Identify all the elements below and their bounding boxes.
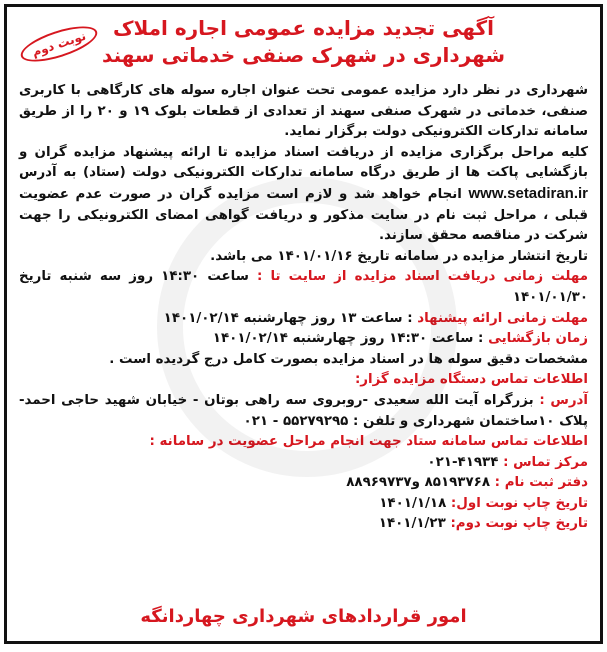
offer-deadline-value: : ساعت ۱۳ روز چهارشنبه ۱۴۰۱/۰۲/۱۴ [163, 310, 413, 326]
tender-notice [4, 4, 603, 644]
publish-date-line: تاریخ انتشار مزایده در سامانه تاریخ ۱۴۰۱/۰۱/۱۶ می باشد. [210, 248, 588, 264]
round-stamp: نوبت دوم [17, 19, 101, 68]
notice-title-line2: شهرداری در شهرک صنفی خدماتی سهند [102, 43, 505, 67]
notice-body [19, 81, 588, 535]
first-print-value: ۱۴۰۱/۱/۱۸ [379, 495, 447, 511]
opening-time-line [19, 329, 588, 350]
docs-deadline-label: مهلت زمانی دریافت اسناد مزایده از سایت تا : [257, 269, 588, 285]
second-print-value: ۱۴۰۱/۱/۲۳ [378, 516, 446, 532]
registry-label: دفتر ثبت نام : [494, 475, 588, 491]
offer-deadline-line [19, 309, 588, 330]
procedure-paragraph [19, 143, 588, 247]
contact-org-heading: اطلاعات تماس دستگاه مزایده گزار: [354, 372, 588, 388]
second-print-line [19, 514, 588, 535]
offer-deadline-label: مهلت زمانی ارائه پیشنهاد [417, 310, 588, 326]
specs-line: مشخصات دقیق سوله ها در اسناد مزایده بصورت کامل درج گردیده است . [109, 351, 588, 367]
address-value: بزرگراه آیت الله سعیدی -روبروی سه راهی بوتان - خیابان شهید حاجی احمد-پلاک ۱۰ساختمان شهرداری و تلفن : ۵۵۲۷۹۲۹۵ - ۰۲۱ [19, 392, 588, 429]
opening-time-label: زمان بازگشایی [488, 331, 588, 347]
registry-value: ۸۵۱۹۳۷۶۸ و۸۸۹۶۹۷۳۷ [346, 475, 490, 491]
address-label: آدرس : [539, 392, 588, 408]
first-print-label: تاریخ چاپ نوبت اول: [450, 495, 588, 511]
docs-deadline-value: ساعت ۱۴:۳۰ روز سه شنبه تاریخ ۱۴۰۱/۰۱/۳۰ [19, 269, 588, 305]
first-print-line [19, 494, 588, 515]
setad-contact-heading: اطلاعات تماس سامانه ستاد جهت انجام مراحل عضویت در سامانه : [149, 434, 588, 450]
address-line [19, 391, 588, 432]
opening-time-value: : ساعت ۱۴:۳۰ روز چهارشنبه ۱۴۰۱/۰۲/۱۴ [212, 331, 484, 347]
setad-website-link[interactable]: www.setadiran.ir [468, 184, 588, 202]
footer-signature: امور قراردادهای شهرداری چهاردانگه [140, 606, 467, 627]
procedure-text-end: انجام خواهد شد و لازم است مزایده گران در صورت عدم عضویت قبلی ، مراحل ثبت نام در سایت مذکور و دریافت گواهی امضای الکترونیکی را جهت شرکت در مناقصه محقق سازند. [19, 186, 588, 244]
second-print-label: تاریخ چاپ نوبت دوم: [450, 516, 588, 532]
call-center-value: ۴۱۹۳۴-۰۲۱ [427, 454, 499, 470]
intro-paragraph: شهرداری در نظر دارد مزایده عمومی تحت عنوان اجاره سوله های کارگاهی با کاربری صنفی، خدماتی در شهرک صنفی سهند از تعدادی از قطعات بلوک ۱۹ و ۲۰ را از طریق سامانه تدارکات الکترونیکی دولت برگزار نماید. [19, 83, 589, 140]
call-center-label: مرکز تماس : [503, 454, 588, 470]
call-center-line [19, 453, 588, 474]
procedure-text-start: کلیه مراحل برگزاری مزایده از دریافت اسناد مزایده تا ارائه پیشنهاد مزایده گران و بازگشایی پاکت ها از طریق درگاه سامانه تدارکات الکترونیکی دولت (ستاد) به آدرس [19, 144, 588, 181]
notice-title-line1: آگهی تجدید مزایده عمومی اجاره املاک [112, 16, 495, 40]
docs-deadline-line [19, 267, 588, 308]
registry-line [19, 473, 588, 494]
